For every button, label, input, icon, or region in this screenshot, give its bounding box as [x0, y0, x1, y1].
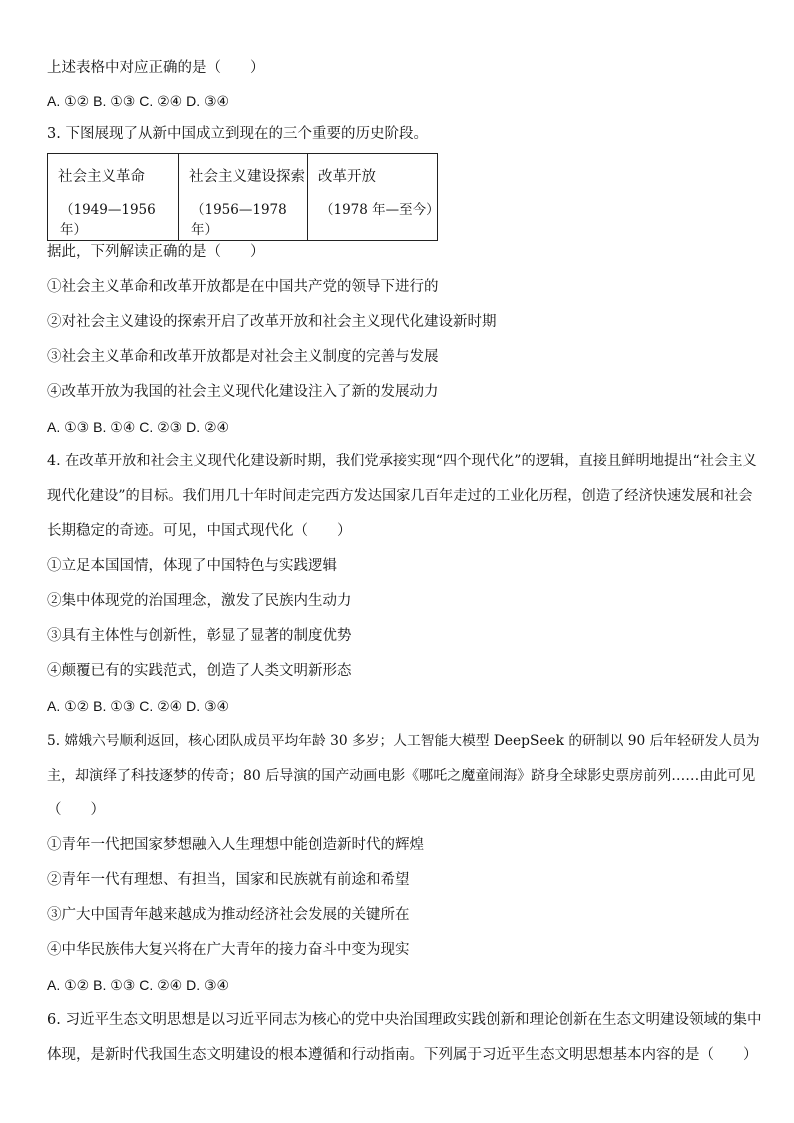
q4-item: ④颠覆已有的实践范式，创造了人类文明新形态 [47, 663, 352, 679]
q3-item: ②对社会主义建设的探索开启了改革开放和社会主义现代化建设新时期 [47, 314, 497, 330]
stage-title: 改革开放 [318, 169, 376, 185]
q5-item: ①青年一代把国家梦想融入人生理想中能创造新时代的辉煌 [47, 837, 424, 853]
q3-options: A. ①③ B. ①④ C. ②③ D. ②④ [47, 419, 230, 435]
stage-title: 社会主义革命 [58, 169, 145, 185]
q5-item: ③广大中国青年越来越成为推动经济社会发展的关键所在 [47, 907, 410, 923]
q4-item: ①立足本国国情，体现了中国特色与实践逻辑 [47, 558, 337, 574]
q5-item: ②青年一代有理想、有担当，国家和民族就有前途和希望 [47, 872, 410, 888]
q3-item: ③社会主义革命和改革开放都是对社会主义制度的完善与发展 [47, 349, 439, 365]
stage-title: 社会主义建设探索 [189, 169, 305, 185]
q3-question: 据此，下列解读正确的是（ ） [47, 244, 265, 260]
q3-item: ④改革开放为我国的社会主义现代化建设注入了新的发展动力 [47, 384, 439, 400]
q6-stem-line: 体现，是新时代我国生态文明建设的根本遵循和行动指南。下列属于习近平生态文明思想基本内容的是（ ） [47, 1047, 758, 1063]
q5-stem-line: 主，却演绎了科技逐梦的传奇；80 后导演的国产动画电影《哪吒之魔童闹海》跻身全球影史票房前列……由此可见 [47, 768, 756, 784]
stage-cell-revolution [48, 154, 179, 241]
stage-period: （1949—1956 年） [60, 202, 156, 238]
q5-stem-line: 5. 嫦娥六号顺利返回，核心团队成员平均年龄 30 多岁；人工智能大模型 DeepSeek 的研制以 90 后年轻研发人员为 [47, 733, 760, 749]
stage-cell-reform [308, 154, 438, 241]
history-stages-table [47, 153, 438, 241]
q4-options: A. ①② B. ①③ C. ②④ D. ③④ [47, 698, 230, 714]
q4-stem-line: 现代化建设”的目标。我们用几十年时间走完西方发达国家几百年走过的工业化历程，创造了经济快速发展和社会 [47, 488, 753, 504]
q5-item: ④中华民族伟大复兴将在广大青年的接力奋斗中变为现实 [47, 942, 410, 958]
q5-stem-line: （ ） [47, 802, 105, 818]
q4-stem-line: 4. 在改革开放和社会主义现代化建设新时期，我们党承接实现“四个现代化”的逻辑，直接且鲜明地提出“社会主义 [47, 453, 757, 469]
q3-item: ①社会主义革命和改革开放都是在中国共产党的领导下进行的 [47, 279, 439, 295]
stage-cell-exploration [179, 154, 308, 241]
q3-stem: 3. 下图展现了从新中国成立到现在的三个重要的历史阶段。 [47, 126, 428, 142]
stage-period: （1956—1978 年） [191, 202, 287, 238]
q4-item: ③具有主体性与创新性，彰显了显著的制度优势 [47, 628, 352, 644]
q2-options: A. ①② B. ①③ C. ②④ D. ③④ [47, 93, 230, 109]
q5-options: A. ①② B. ①③ C. ②④ D. ③④ [47, 977, 230, 993]
q6-stem-line: 6. 习近平生态文明思想是以习近平同志为核心的党中央治国理政实践创新和理论创新在生态文明建设领域的集中 [47, 1012, 762, 1028]
q4-stem-line: 长期稳定的奇迹。可见，中国式现代化（ ） [47, 523, 352, 539]
q4-item: ②集中体现党的治国理念，激发了民族内生动力 [47, 593, 352, 609]
q2-stem: 上述表格中对应正确的是（ ） [47, 60, 265, 76]
stage-period: （1978 年—至今） [320, 202, 440, 218]
